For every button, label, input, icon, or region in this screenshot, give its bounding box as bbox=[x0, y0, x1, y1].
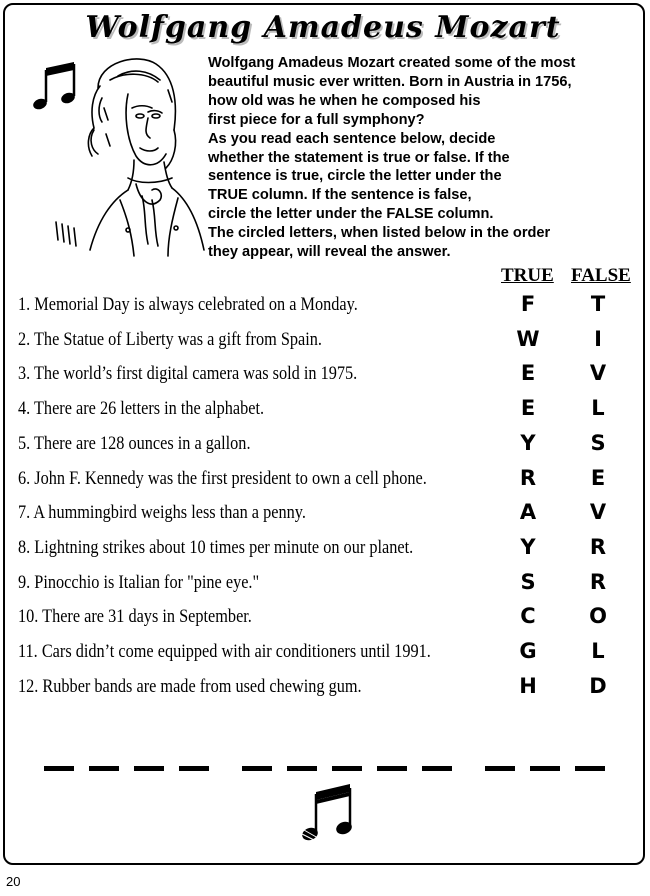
question-row bbox=[18, 604, 638, 641]
question-row bbox=[18, 396, 638, 433]
question-row bbox=[18, 326, 638, 364]
answer-blank[interactable] bbox=[287, 766, 317, 771]
true-letter[interactable]: R bbox=[519, 465, 537, 490]
question-text: 7. A hummingbird weighs less than a penny. bbox=[18, 503, 306, 524]
true-letter[interactable]: Y bbox=[520, 430, 536, 455]
answer-blank[interactable] bbox=[422, 766, 452, 771]
answer-blank[interactable] bbox=[332, 766, 362, 771]
true-letter[interactable]: Y bbox=[520, 534, 536, 559]
question-text: 2. The Statue of Liberty was a gift from Spain. bbox=[18, 329, 322, 350]
true-letter[interactable]: C bbox=[520, 604, 536, 629]
page-number: 20 bbox=[6, 874, 21, 889]
true-letter[interactable]: G bbox=[519, 639, 537, 663]
false-letter[interactable]: D bbox=[589, 673, 607, 698]
question-row bbox=[18, 569, 638, 607]
false-letter[interactable]: O bbox=[589, 604, 607, 629]
intro-instructions: As you read each sentence below, decide whether the statement is true or false. If the sentence is true, circle the letter under the TRUE column. If the sentence is false, circle the letter under the FALSE column. bbox=[208, 130, 510, 223]
answer-blank[interactable] bbox=[575, 766, 605, 771]
true-column-header: TRUE bbox=[501, 265, 554, 286]
question-text: 8. Lightning strikes about 10 times per minute on our planet. bbox=[18, 537, 414, 558]
question-text: 6. John F. Kennedy was the first president to own a cell phone. bbox=[18, 468, 427, 489]
answer-blank[interactable] bbox=[530, 766, 560, 771]
question-text: 12. Rubber bands are made from used chewing gum. bbox=[18, 676, 362, 697]
question-row bbox=[18, 673, 638, 711]
question-row bbox=[18, 639, 638, 676]
question-text: 1. Memorial Day is always celebrated on a Monday. bbox=[18, 295, 358, 315]
answer-blank[interactable] bbox=[44, 766, 74, 771]
question-text: 3. The world’s first digital camera was sold in 1975. bbox=[18, 364, 358, 385]
question-text: 4. There are 26 letters in the alphabet. bbox=[18, 399, 265, 420]
true-letter[interactable]: A bbox=[519, 500, 537, 525]
answer-blank[interactable] bbox=[134, 766, 164, 771]
answer-blank[interactable] bbox=[377, 766, 407, 771]
true-letter[interactable]: E bbox=[520, 396, 536, 421]
false-letter[interactable]: R bbox=[589, 534, 607, 559]
question-row bbox=[18, 465, 638, 503]
question-row bbox=[18, 292, 638, 329]
false-letter[interactable]: L bbox=[591, 396, 605, 421]
true-letter[interactable]: S bbox=[520, 569, 536, 594]
answer-blank[interactable] bbox=[485, 766, 515, 771]
music-note-icon bbox=[296, 780, 356, 848]
true-letter[interactable]: F bbox=[520, 292, 536, 316]
false-letter[interactable]: E bbox=[590, 465, 606, 490]
question-text: 9. Pinocchio is Italian for "pine eye." bbox=[18, 572, 260, 593]
false-letter[interactable]: V bbox=[589, 361, 607, 386]
question-text: 5. There are 128 ounces in a gallon. bbox=[18, 433, 251, 454]
false-letter[interactable]: S bbox=[590, 430, 606, 455]
true-letter[interactable]: W bbox=[516, 326, 540, 351]
true-letter[interactable]: H bbox=[519, 673, 537, 698]
false-letter[interactable]: R bbox=[589, 569, 607, 594]
instructions bbox=[208, 54, 638, 262]
false-column-header: FALSE bbox=[571, 265, 631, 286]
intro-answer-note: The circled letters, when listed below in the order they appear, will reveal the answer. bbox=[208, 225, 551, 261]
false-letter[interactable]: V bbox=[589, 500, 607, 525]
intro-question: Wolfgang Amadeus Mozart created some of the most beautiful music ever written. Born in Austria in 1756, how old was he when he composed his first piece for a full symphony? bbox=[208, 55, 576, 128]
mozart-portrait bbox=[28, 50, 208, 260]
question-row bbox=[18, 500, 638, 537]
page-title: Wolfgang Amadeus Mozart bbox=[85, 10, 561, 45]
false-letter[interactable]: T bbox=[590, 292, 606, 316]
question-row bbox=[18, 430, 638, 468]
question-text: 10. There are 31 days in September. bbox=[18, 607, 252, 628]
question-row bbox=[18, 534, 638, 572]
true-letter[interactable]: E bbox=[520, 361, 536, 386]
answer-blank[interactable] bbox=[179, 766, 209, 771]
answer-blank[interactable] bbox=[242, 766, 272, 771]
question-row bbox=[18, 361, 638, 398]
answer-blank[interactable] bbox=[89, 766, 119, 771]
false-letter[interactable]: I bbox=[594, 326, 602, 351]
answer-blanks bbox=[44, 766, 614, 774]
question-text: 11. Cars didn’t come equipped with air conditioners until 1991. bbox=[18, 642, 431, 662]
false-letter[interactable]: L bbox=[591, 639, 605, 663]
